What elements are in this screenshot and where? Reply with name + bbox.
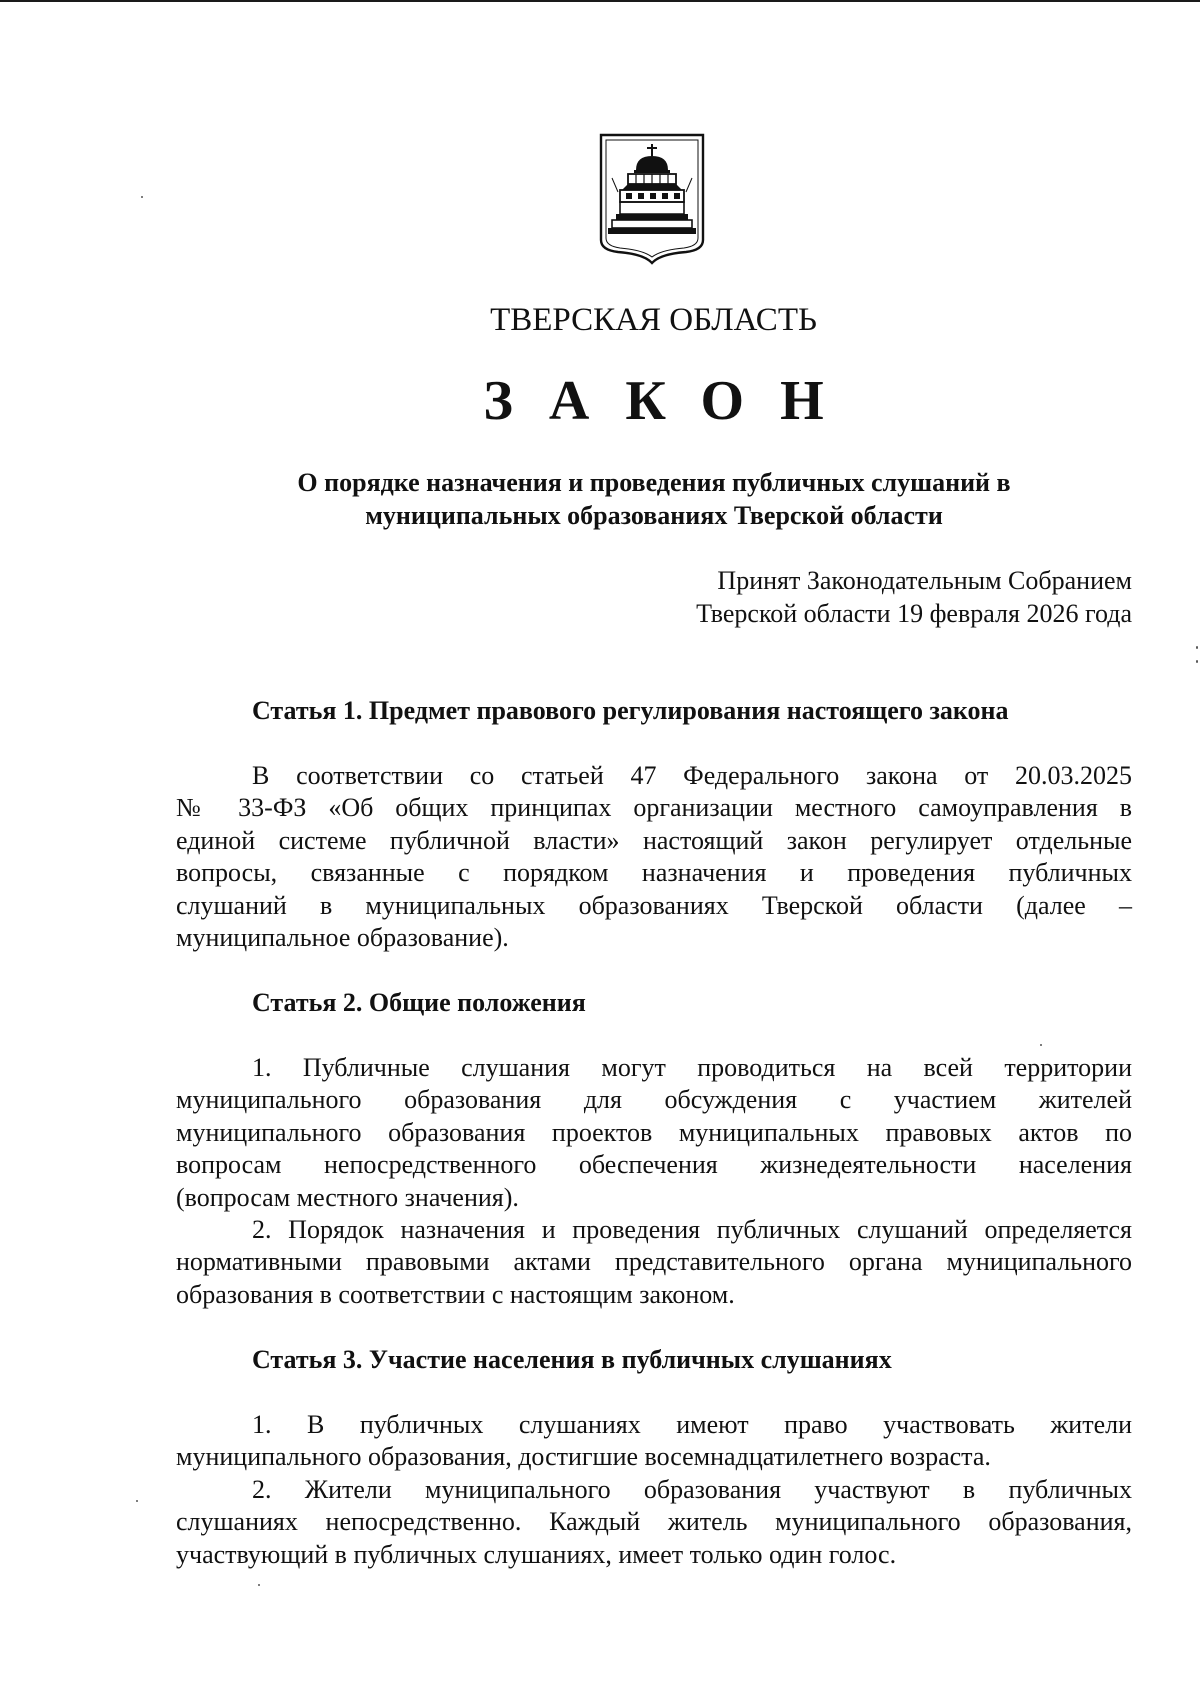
text-line: (вопросам местного значения). [176,1182,519,1212]
text-line: муниципального образования, достигшие восемнадцатилетнего возраста. [176,1442,991,1472]
document-type: ЗАКОН [483,370,860,432]
scan-speck [258,1584,260,1586]
text-line: участвующий в публичных слушаниях, имеет только один голос. [176,1539,897,1569]
document-title [176,466,1132,532]
scan-speck [1040,1044,1042,1046]
text-line: нормативными правовыми актами представительного органа муниципального [176,1247,1132,1277]
page-top-edge [0,0,1200,2]
scan-speck [1196,660,1198,663]
adoption-note [500,564,1132,630]
text-line: муниципального образования проектов муниципальных правовых актов по [176,1117,1132,1147]
article-3-paragraph-2 [176,1474,1132,1571]
adoption-note-line: Тверской области 19 февраля 2026 года [696,599,1132,628]
text-line: 2. Жители муниципального образования участвуют в публичных [252,1475,1132,1504]
text-line: муниципальное образование). [176,922,509,952]
text-line: 1. В публичных слушаниях имеют право участвовать жители [252,1410,1132,1439]
text-line: 1. Публичные слушания могут проводиться на всей территории [252,1053,1132,1082]
article-2-heading: Статья 2. Общие положения [252,988,586,1017]
scan-speck [141,196,143,198]
scan-speck [1196,646,1198,649]
text-line: муниципального образования для обсуждения с участием жителей [176,1085,1132,1115]
article-1-paragraph-1 [176,760,1132,954]
coat-of-arms-emblem [598,132,706,266]
scan-speck [136,1500,138,1502]
text-line: вопросы, связанные с порядком назначения и проведения публичных [176,858,1132,888]
text-line: единой системе публичной власти» настоящий закон регулирует отдельные [176,825,1132,855]
region-name: ТВЕРСКАЯ ОБЛАСТЬ [490,302,817,338]
text-line: вопросам непосредственного обеспечения жизнедеятельности населения [176,1150,1132,1180]
text-line: № 33-ФЗ «Об общих принципах организации местного самоуправления в [176,793,1132,823]
article-1-heading: Статья 1. Предмет правового регулирования настоящего закона [252,696,1009,725]
text-line: В соответствии со статьей 47 Федерального закона от 20.03.2025 [252,761,1132,790]
document-title-line: муниципальных образованиях Тверской области [365,501,943,530]
article-2-paragraph-2 [176,1214,1132,1311]
adoption-note-line: Принят Законодательным Собранием [717,566,1132,595]
text-line: 2. Порядок назначения и проведения публичных слушаний определяется [252,1215,1132,1244]
article-3-heading: Статья 3. Участие населения в публичных слушаниях [252,1345,892,1374]
text-line: слушаниях непосредственно. Каждый житель муниципального образования, [176,1507,1132,1537]
text-line: слушаний в муниципальных образованиях Тверской области (далее – [176,890,1132,920]
article-2-paragraph-1 [176,1052,1132,1214]
article-3-paragraph-1 [176,1409,1132,1474]
document-title-line: О порядке назначения и проведения публичных слушаний в [297,468,1011,497]
text-line: образования в соответствии с настоящим законом. [176,1279,735,1309]
